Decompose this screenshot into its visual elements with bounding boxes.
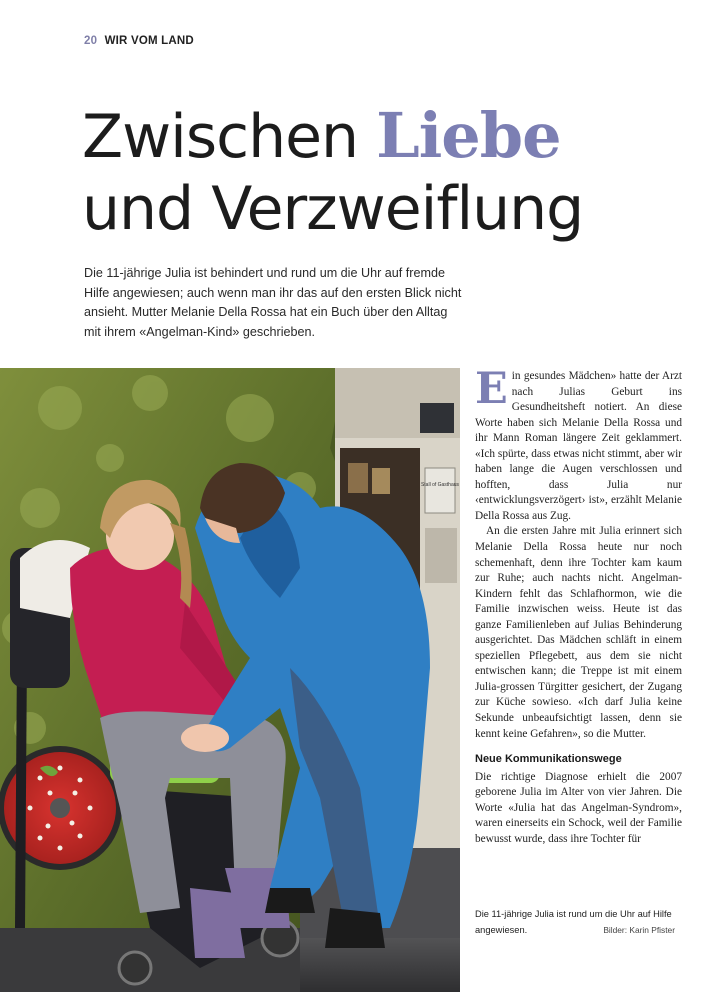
caption-text: Die 11-jährige Julia ist rund um die Uhr auf Hilfe angewiesen. (475, 909, 672, 935)
subheading: Neue Kommunikationswege (475, 753, 622, 766)
title-line-2: und Verzweiflung (82, 174, 584, 244)
article-title (82, 100, 583, 245)
body-paragraph-3: Die richtige Diagnose erhielt die 2007 geborene Julia im Alter von vier Jahren. Die Worte «Julia hat das Angelman-Syndrom», waren einerseits ein Schock, weil der Familie bewusst wurde, dass ihre Tochter für (475, 770, 682, 845)
running-header (84, 35, 194, 47)
photo-sign-text: Stall of Gasthaus (420, 482, 460, 488)
lead-paragraph: Die 11-jährige Julia ist behindert und rund um die Uhr auf fremde Hilfe angewiesen; auch wenn man ihr das auf den ersten Blick nicht ansieht. Mutter Melanie Della Rossa hat ein Buch über den Alltag mit ihrem «Angelman-Kind» geschrieben. (84, 266, 462, 339)
article-photo (0, 368, 460, 992)
page-number: 20 (84, 35, 98, 47)
title-word-1: Zwischen (82, 102, 359, 172)
body-paragraph-1: Ein gesundes Mädchen» hatte der Arzt nach Julias Geburt ins Gesundheitsheft notiert. An diese Worte haben sich Melanie Della Rossa und ihr Mann Roman längere Zeit geklammert. «Ich spürte, dass etwas nicht stimmt, aber wir haben lange die Augen verschlossen und hofften, dass Julia nur ‹entwicklungsverzögert› ist», erzählt Melanie Della Rossa aus Zug. (475, 364, 682, 522)
article-body (475, 364, 682, 847)
drop-cap: E (475, 364, 508, 414)
photo-credit: Bilder: Karin Pfister (603, 925, 675, 935)
photo-caption (475, 906, 675, 938)
section-name: WIR VOM LAND (104, 35, 194, 47)
body-paragraph-2: An die ersten Jahre mit Julia erinnert sich Melanie Della Rossa heute nur noch schemenhaft, denn ihre Tochter kam kaum zur Ruhe; auch nachts nicht. Angelman-Kindern fehlt das Schlafhormon, wie die Familie inzwischen weiss. Heute ist das ganze Familienleben auf Julias Behinderung ausgerichtet. Das Mädchen schläft in einem speziellen Pflegebett, aus dem sie nicht entwischen kann; die Treppe ist mit einem Julia-grossen Türgitter gesichert, der Zugang zur Küche sowieso. «Ich darf Julia keine Sekunde unbeaufsichtigt lassen, denn sie kennt keine Gefahren», so die Mutter. (475, 525, 682, 740)
title-accent: Liebe (376, 99, 561, 172)
